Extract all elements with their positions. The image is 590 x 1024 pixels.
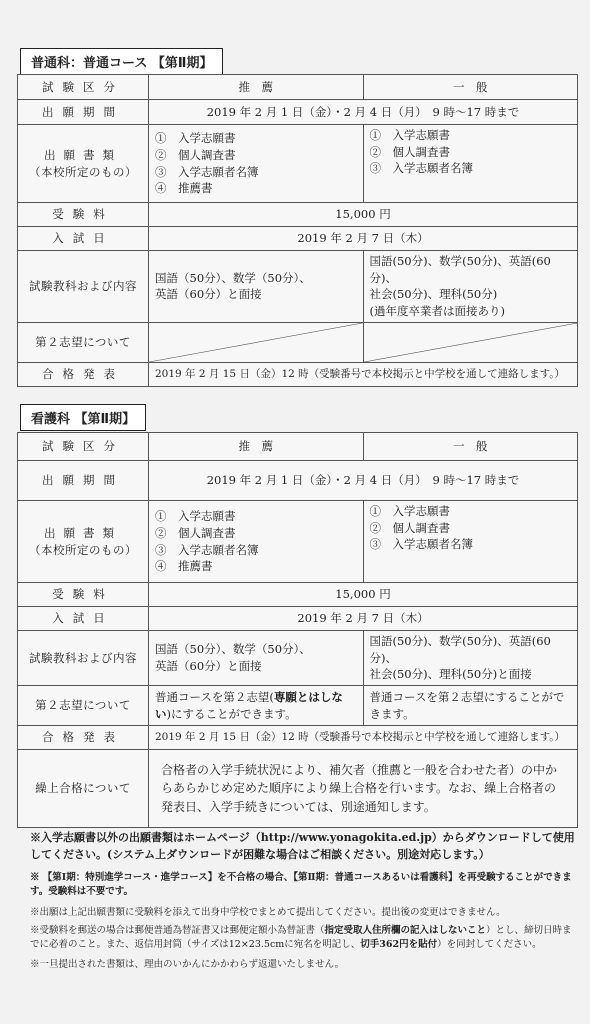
second-suisen-empty xyxy=(149,322,364,362)
label-kuriage: 繰上合格について xyxy=(18,750,149,828)
note-mail-text: ※受験料を郵送の場合は郵便普通為替証書又は郵便定額小為替証書（ xyxy=(30,924,325,936)
second-text-bold: しない xyxy=(155,689,343,721)
col-ippan: 一 般 xyxy=(363,433,578,461)
note-return: ※一旦提出された書類は、理由のいかんにかかわらず返還いたしません。 xyxy=(30,959,345,971)
notes xyxy=(30,830,575,973)
note-mail-text: ）を同封してください。 xyxy=(437,939,542,950)
subjects-suisen xyxy=(149,251,364,323)
note-mail xyxy=(30,924,575,953)
label-kubun: 試験区分 xyxy=(18,75,149,100)
date-value: 2019 年 2 月 7 日（木） xyxy=(149,227,578,251)
col-ippan: 一 般 xyxy=(363,75,578,100)
doc-item: ③ 入学志願者名簿 xyxy=(369,161,473,176)
label-result: 合格発表 xyxy=(18,362,149,386)
doc-item: ④ 推薦書 xyxy=(155,559,213,574)
doc-item: ② 個人調査書 xyxy=(369,520,450,535)
label-period: 出願期間 xyxy=(18,461,149,501)
second-ippan: 普通コースを第２志望にすることができます。 xyxy=(363,686,578,726)
label-docs xyxy=(18,501,149,583)
doc-item: ① 入学志願書 xyxy=(369,128,450,142)
subjects-suisen xyxy=(149,631,364,686)
docs-ippan xyxy=(363,501,578,583)
doc-item: ② 個人調査書 xyxy=(155,525,236,540)
subjects-line: 英語（60分）と面接 xyxy=(155,659,262,673)
doc-item: ④ 推薦書 xyxy=(155,181,213,196)
label-subjects: 試験教科および内容 xyxy=(18,631,149,686)
second-ippan-empty xyxy=(363,322,578,362)
doc-item: ① 入学志願書 xyxy=(155,509,236,524)
general-table xyxy=(17,74,578,387)
note-mail-bold: 指定受取人住所欄の記入はしないこと xyxy=(324,924,487,936)
doc-item: ② 個人調査書 xyxy=(155,147,236,162)
label-second: 第２志望について xyxy=(18,322,149,362)
docs-suisen xyxy=(149,501,364,583)
kuriage-value: 合格者の入学手続状況により、補欠者（推薦と一般を合わせた者）の中からあらかじめ定めた順序により繰上合格を行います。なお、繰上合格者の発表日、入学手続きについては、別途通知します。 xyxy=(149,750,578,828)
label-docs-line1: 出願書類 xyxy=(44,525,122,540)
label-fee: 受験料 xyxy=(18,583,149,607)
result-value: 2019 年 2 月 15 日（金）12 時（受験番号で本校掲示と中学校を通して連絡します。） xyxy=(149,726,578,750)
period-value: 2019 年 2 月 1 日（金）・2 月 4 日（月） 9 時～17 時まで xyxy=(149,461,578,501)
subjects-line: 国語（50分）、数学（50分）、 xyxy=(155,270,311,285)
docs-suisen xyxy=(149,125,364,203)
general-section-title: 普通科：普通コース 【第Ⅱ期】 xyxy=(20,48,223,75)
second-text-bold: 専願とは xyxy=(273,689,320,704)
subjects-line: 英語（60分）と面接 xyxy=(155,287,262,302)
subjects-ippan xyxy=(363,631,578,686)
col-suisen: 推 薦 xyxy=(149,75,364,100)
subjects-line: 社会(50分)、理科(50分) xyxy=(369,287,498,302)
subjects-line: 国語(50分)、数学(50分)、英語(60分)、 xyxy=(369,634,551,665)
note-submit: ※出願は上記出願書類に受験料を添えて出身中学校でまとめて提出してください。提出後の変更はできません。 xyxy=(30,906,506,918)
subjects-line: 国語（50分）、数学（50分）、 xyxy=(155,642,311,657)
note-homepage: ※入学志願書以外の出願書類はホームページ（http://www.yonagokita.ed.jp）からダウンロードして使用してください。(システム上ダウンロードが困難な場合はご相談ください。別途対応します。） xyxy=(30,831,575,861)
label-docs-line2: （本校所定のもの） xyxy=(29,542,137,557)
label-fee: 受験料 xyxy=(18,203,149,227)
second-text: 普通コースを第２志望( xyxy=(155,689,274,704)
doc-item: ① 入学志願書 xyxy=(369,504,450,518)
label-subjects: 試験教科および内容 xyxy=(18,251,149,323)
label-period: 出願期間 xyxy=(18,100,149,125)
label-docs-line2: （本校所定のもの） xyxy=(29,164,137,179)
nursing-table xyxy=(17,432,578,828)
subjects-ippan xyxy=(363,251,578,323)
doc-item: ③ 入学志願者名簿 xyxy=(155,542,259,557)
doc-item: ③ 入学志願者名簿 xyxy=(369,537,473,552)
period-value: 2019 年 2 月 1 日（金）・2 月 4 日（月） 9 時～17 時まで xyxy=(149,100,578,125)
subjects-line: (過年度卒業者は面接あり) xyxy=(369,304,505,319)
doc-item: ② 個人調査書 xyxy=(369,144,450,159)
label-docs xyxy=(18,125,149,203)
label-second: 第２志望について xyxy=(18,686,149,726)
nursing-section-title: 看護科 【第Ⅱ期】 xyxy=(20,404,146,431)
second-suisen xyxy=(149,686,364,726)
date-value: 2019 年 2 月 7 日（木） xyxy=(149,607,578,631)
label-docs-line1: 出願書類 xyxy=(44,147,122,162)
second-text: )にすることができます。 xyxy=(166,706,297,721)
fee-value: 15,000 円 xyxy=(149,583,578,607)
fee-value: 15,000 円 xyxy=(149,203,578,227)
docs-ippan xyxy=(363,125,578,203)
label-date: 入試日 xyxy=(18,227,149,251)
doc-item: ③ 入学志願者名簿 xyxy=(155,164,259,179)
subjects-line: 社会(50分)、理科(50分)と面接 xyxy=(369,667,532,682)
col-suisen: 推 薦 xyxy=(149,433,364,461)
note-mail-bold: 切手362円を貼付 xyxy=(360,939,438,950)
result-value: 2019 年 2 月 15 日（金）12 時（受験番号で本校掲示と中学校を通して連絡します。） xyxy=(149,362,578,386)
note-retake: ※ 【第Ⅰ期：特別進学コース・進学コース】を不合格の場合、【第Ⅱ期：普通コースあるいは看護科】を再受験することができます。受験料は不要です。 xyxy=(30,872,572,898)
label-date: 入試日 xyxy=(18,607,149,631)
label-result: 合格発表 xyxy=(18,726,149,750)
subjects-line: 国語(50分)、数学(50分)、英語(60分)、 xyxy=(369,254,551,285)
label-kubun: 試験区分 xyxy=(18,433,149,461)
doc-item: ① 入学志願書 xyxy=(155,131,236,146)
note-mail-text: ）とし、締切日時までに必着のこと。また、返信用封筒（サイズは12×23.5cmに宛名を明記し、 xyxy=(30,924,572,950)
